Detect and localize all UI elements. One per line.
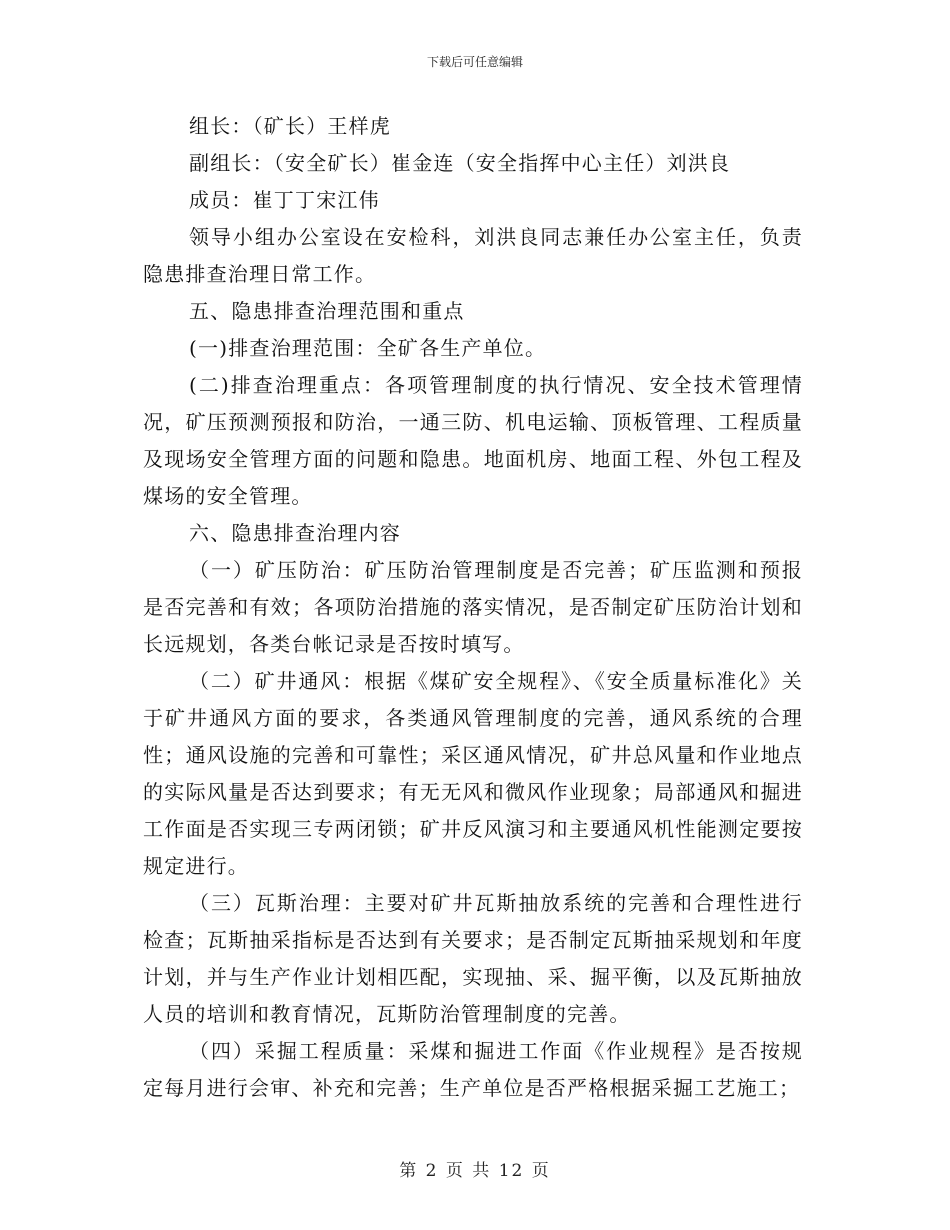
paragraph-leader: 组长：（矿长）王样虎 — [189, 114, 391, 138]
paragraph-members: 成员：崔丁丁宋江伟 — [189, 188, 380, 212]
paragraph-scope: (一)排查治理范围：全矿各生产单位。 — [189, 336, 547, 360]
document-body — [143, 108, 803, 1107]
page-header: 下载后可任意编辑 — [426, 55, 523, 69]
section-heading-scope: 五、隐患排查治理范围和重点 — [189, 299, 465, 323]
paragraph-gas: （三）瓦斯治理：主要对矿井瓦斯抽放系统的完善和合理性进行检查；瓦斯抽采指标是否达到有关要求；是否制定瓦斯抽采规划和年度计划，并与生产作业计划相匹配，实现抽、采、掘平衡，以及瓦斯抽放人员的培训和教育情况，瓦斯防治管理制度的完善。 — [143, 891, 803, 1026]
paragraph-engineering: （四）采掘工程质量：采煤和掘进工作面《作业规程》是否按规定每月进行会审、补充和完善；生产单位是否严格根据采掘工艺施工； — [143, 1039, 803, 1100]
paragraph-office: 领导小组办公室设在安检科，刘洪良同志兼任办公室主任，负责隐患排查治理日常工作。 — [143, 225, 803, 286]
page-footer: 第 2 页 共 12 页 — [399, 1161, 551, 1181]
paragraph-deputy-leader: 副组长：（安全矿长）崔金连（安全指挥中心主任）刘洪良 — [189, 151, 731, 175]
paragraph-focus: (二)排查治理重点：各项管理制度的执行情况、安全技术管理情况，矿压预测预报和防治，一通三防、机电运输、顶板管理、工程质量及现场安全管理方面的问题和隐患。地面机房、地面工程、外包工程及煤场的安全管理。 — [143, 373, 803, 508]
paragraph-ventilation: （二）矿井通风：根据《煤矿安全规程》、《安全质量标准化》关于矿井通风方面的要求，各类通风管理制度的完善，通风系统的合理性；通风设施的完善和可靠性；采区通风情况，矿井总风量和作业地点的实际风量是否达到要求；有无无风和微风作业现象；局部通风和掘进工作面是否实现三专两闭锁；矿井反风演习和主要通风机性能测定要按规定进行。 — [143, 669, 803, 878]
section-heading-content: 六、隐患排查治理内容 — [189, 521, 401, 545]
paragraph-pressure: （一）矿压防治：矿压防治管理制度是否完善；矿压监测和预报是否完善和有效；各项防治措施的落实情况，是否制定矿压防治计划和长远规划，各类台帐记录是否按时填写。 — [143, 558, 803, 656]
